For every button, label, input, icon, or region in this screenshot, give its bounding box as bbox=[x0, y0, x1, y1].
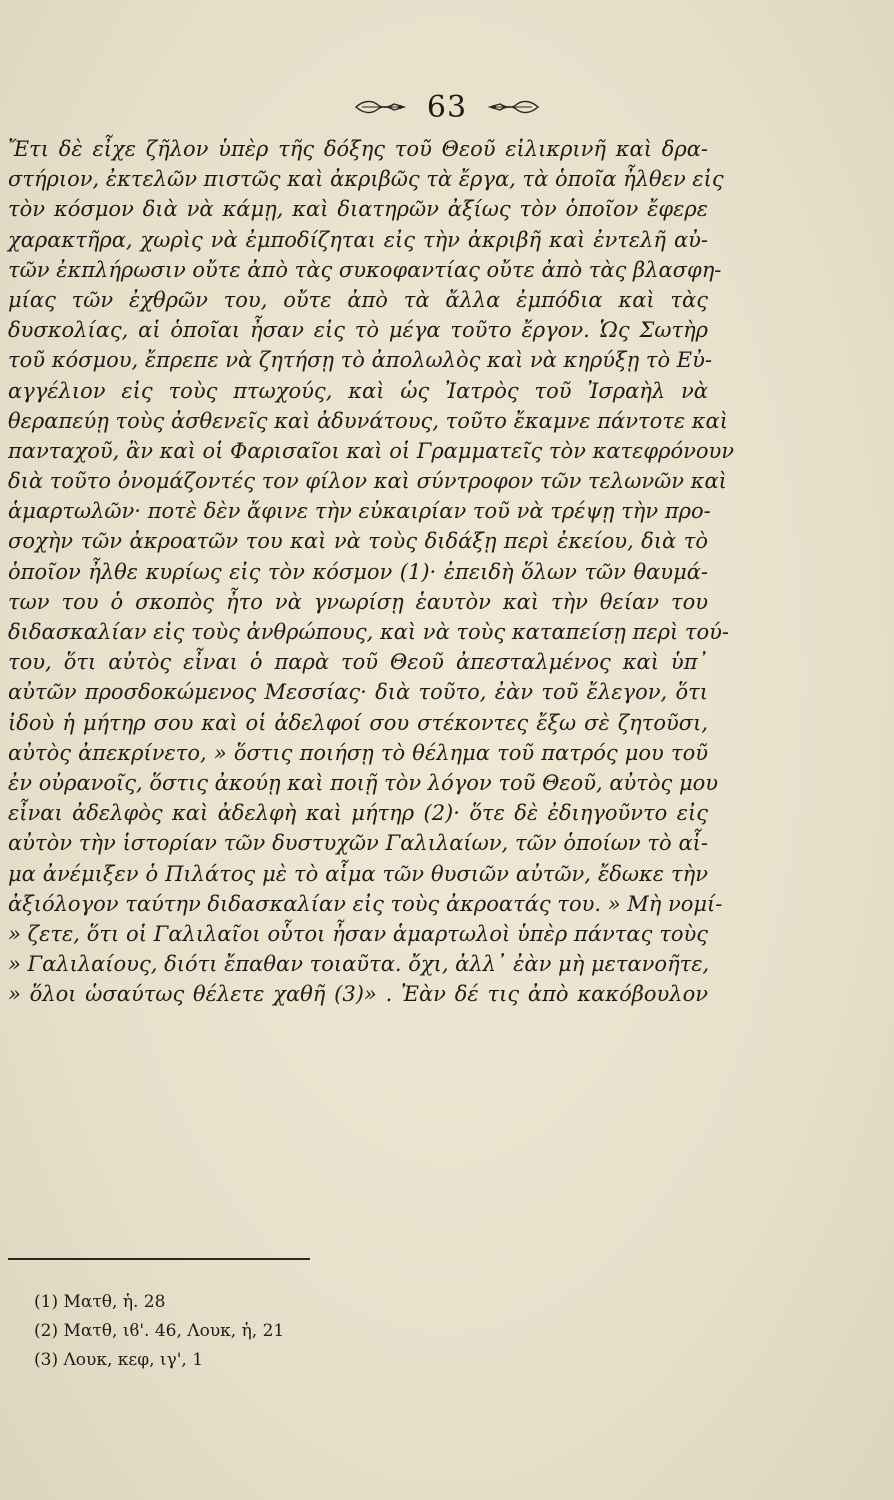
text-line: ἐν οὐρανοῖς, ὅστις ἀκούῃ καὶ ποιῇ τὸν λόγον τοῦ Θεοῦ, αὐτὸς μου bbox=[8, 770, 719, 795]
footnote: (1) Ματθ, ἡ. 28 bbox=[34, 1292, 166, 1312]
text-line: αγγέλιον εἰς τοὺς πτωχούς, καὶ ὡς Ἰατρὸς τοῦ Ἰσραὴλ νὰ bbox=[8, 378, 708, 403]
text-line: εἶναι ἀδελφὸς καὶ ἀδελφὴ καὶ μήτηρ (2)· ὅτε δὲ ἐδιηγοῦντο εἰς bbox=[8, 801, 708, 826]
text-line: » ζετε, ὅτι οἱ Γαλιλαῖοι οὗτοι ἦσαν ἁμαρτωλοὶ ὑπὲρ πάντας τοὺς bbox=[8, 921, 708, 946]
footnotes bbox=[34, 1288, 284, 1375]
text-line: ἰδοὺ ἡ μήτηρ σου καὶ οἱ ἀδελφοί σου στέκοντες ἔξω σὲ ζητοῦσι, bbox=[8, 710, 708, 735]
text-line: αὐτὸν τὴν ἱστορίαν τῶν δυστυχῶν Γαλιλαίων, τῶν ὁποίων τὸ αἷ- bbox=[8, 831, 708, 856]
right-ornament-icon bbox=[488, 98, 540, 116]
text-line: τοῦ κόσμου, ἔπρεπε νὰ ζητήσῃ τὸ ἀπολωλὸς καὶ νὰ κηρύξῃ τὸ Εὐ- bbox=[8, 348, 712, 373]
text-line: πανταχοῦ, ἂν καὶ οἱ Φαρισαῖοι καὶ οἱ Γραμματεῖς τὸν κατεφρόνουν bbox=[8, 438, 735, 463]
text-line: του, ὅτι αὐτὸς εἶναι ὁ παρὰ τοῦ Θεοῦ ἀπεσταλμένος καὶ ὑπ᾽ bbox=[8, 650, 708, 675]
text-line: θεραπεύῃ τοὺς ἀσθενεῖς καὶ ἀδυνάτους, τοῦτο ἔκαμνε πάντοτε καὶ bbox=[8, 408, 728, 433]
footnote-divider bbox=[8, 1258, 310, 1260]
body-text bbox=[8, 134, 735, 1009]
left-ornament-icon bbox=[354, 98, 406, 116]
text-line: ὁποῖον ἦλθε κυρίως εἰς τὸν κόσμον (1)· ἐπειδὴ ὅλων τῶν θαυμά- bbox=[8, 559, 708, 584]
text-line: αὐτὸς ἀπεκρίνετο, » ὅστις ποιήσῃ τὸ θέλημα τοῦ πατρός μου τοῦ bbox=[8, 740, 708, 765]
footnote: (2) Ματθ, ιϐ'. 46, Λουκ, ἡ, 21 bbox=[34, 1321, 285, 1341]
text-line: στήριον, ἐκτελῶν πιστῶς καὶ ἀκριβῶς τὰ ἔργα, τὰ ὁποῖα ἦλθεν εἰς bbox=[8, 167, 724, 192]
text-line: τὸν κόσμον διὰ νὰ κάμῃ, καὶ διατηρῶν ἀξίως τὸν ὁποῖον ἔφερε bbox=[8, 197, 708, 222]
text-line: τῶν ἐκπλήρωσιν οὔτε ἀπὸ τὰς συκοφαντίας οὔτε ἀπὸ τὰς βλασφη- bbox=[8, 257, 722, 282]
text-line: χαρακτῆρα, χωρὶς νὰ ἐμποδίζηται εἰς τὴν ἀκριβῆ καὶ ἐντελῆ αὐ- bbox=[8, 227, 708, 252]
text-line: ἀξιόλογον ταύτην διδασκαλίαν εἰς τοὺς ἀκροατάς του. » Μὴ νομί- bbox=[8, 891, 723, 916]
text-line: Ἔτι δὲ εἶχε ζῆλον ὑπὲρ τῆς δόξης τοῦ Θεοῦ εἰλικρινῆ καὶ δρα- bbox=[8, 137, 708, 161]
footnote: (3) Λουκ, κεφ, ιγ', 1 bbox=[34, 1350, 204, 1370]
text-line: μα ἀνέμιξεν ὁ Πιλάτος μὲ τὸ αἷμα τῶν θυσιῶν αὐτῶν, ἔδωκε τὴν bbox=[8, 861, 708, 886]
text-line: αὐτῶν προσδοκώμενος Μεσσίας· διὰ τοῦτο, ἐὰν τοῦ ἔλεγον, ὅτι bbox=[8, 680, 708, 705]
text-line: » ὅλοι ὡσαύτως θέλετε χαθῆ (3)» . Ἐὰν δέ τις ἀπὸ κακόβουλον bbox=[8, 982, 708, 1007]
text-line: των του ὁ σκοπὸς ἦτο νὰ γνωρίσῃ ἑαυτὸν καὶ τὴν θείαν του bbox=[8, 589, 708, 614]
text-line: διὰ τοῦτο ὀνομάζοντές τον φίλον καὶ σύντροφον τῶν τελωνῶν καὶ bbox=[8, 469, 727, 494]
text-line: » Γαλιλαίους, διότι ἔπαθαν τοιαῦτα. ὄχι, ἀλλ᾽ ἐὰν μὴ μετανοῆτε, bbox=[8, 952, 710, 977]
page-header bbox=[0, 88, 894, 125]
text-line: σοχὴν τῶν ἀκροατῶν του καὶ νὰ τοὺς διδάξῃ περὶ ἐκείου, διὰ τὸ bbox=[8, 529, 708, 554]
text-line: δυσκολίας, αἱ ὁποῖαι ἦσαν εἰς τὸ μέγα τοῦτο ἔργον. Ὡς Σωτὴρ bbox=[8, 318, 708, 343]
text-line: μίας τῶν ἐχθρῶν του, οὔτε ἀπὸ τὰ ἄλλα ἐμπόδια καὶ τὰς bbox=[8, 287, 708, 312]
text-line: διδασκαλίαν εἰς τοὺς ἀνθρώπους, καὶ νὰ τοὺς καταπείσῃ περὶ τού- bbox=[8, 620, 729, 644]
text-line: ἁμαρτωλῶν· ποτὲ δὲν ἄφινε τὴν εὐκαιρίαν τοῦ νὰ τρέψῃ τὴν προ- bbox=[8, 499, 711, 524]
page-number: 63 bbox=[426, 89, 468, 125]
